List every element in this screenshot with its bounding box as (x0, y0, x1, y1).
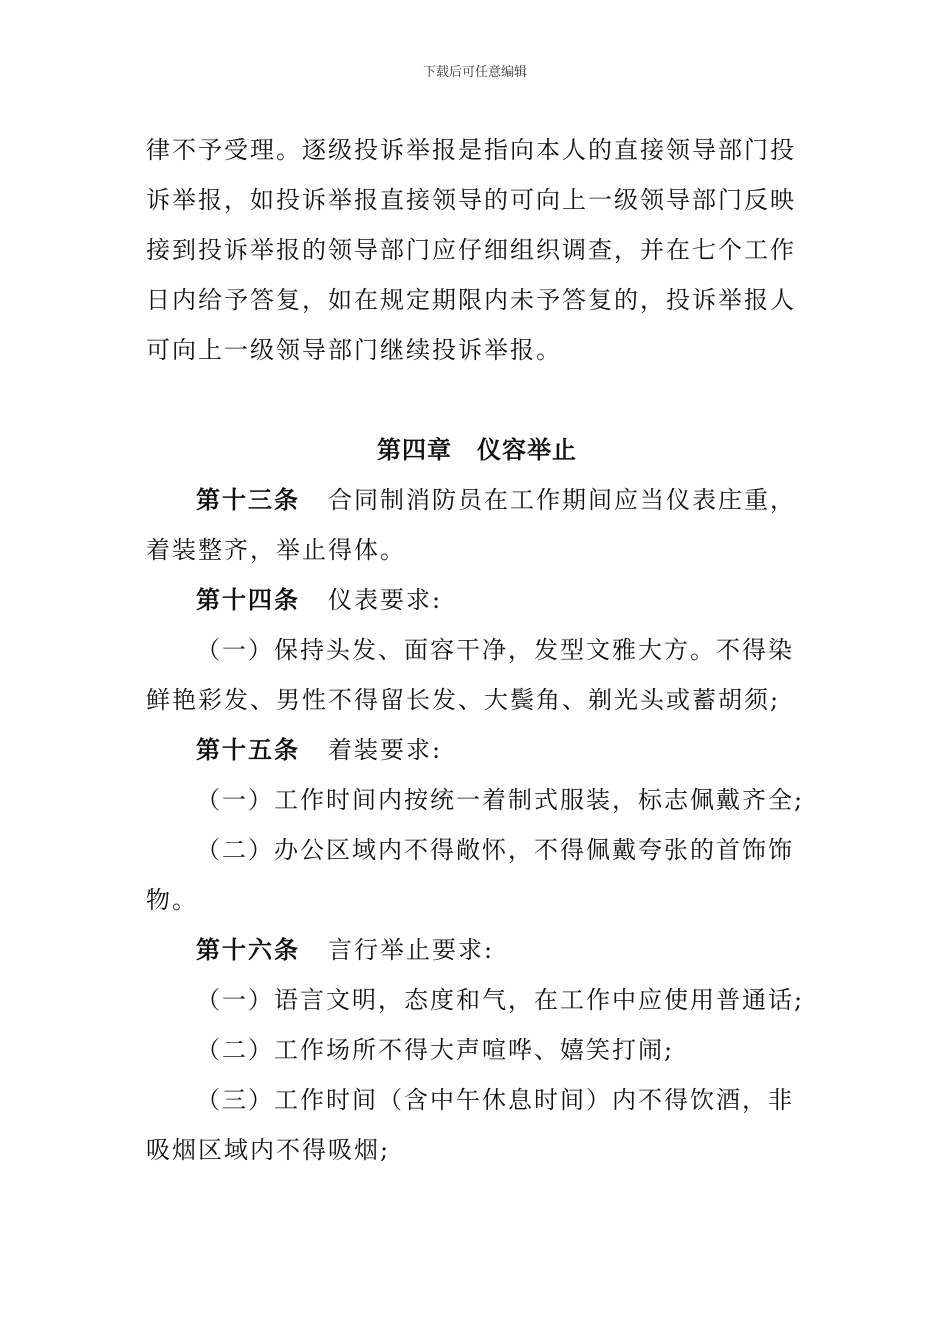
article-16 (146, 925, 808, 975)
article-14-label: 第十四条 (196, 585, 300, 614)
article-15-text: 着装要求: (328, 736, 443, 764)
article-14-text: 仪表要求: (328, 586, 443, 614)
article-15-label: 第十五条 (196, 735, 300, 764)
article-14 (146, 575, 808, 625)
page-header: 下载后可任意编辑 (422, 65, 527, 80)
article-16-item-1: （一）语言文明，态度和气，在工作中应使用普通话; (196, 986, 805, 1014)
article-16-label: 第十六条 (196, 935, 300, 964)
article-13-label: 第十三条 (196, 485, 300, 514)
article-16-item-2: （二）工作场所不得大声喧哗、嬉笑打闹; (196, 1036, 675, 1064)
article-16-item-3: （三）工作时间（含中午休息时间）内不得饮酒，非吸烟区域内不得吸烟; (146, 1086, 794, 1164)
article-13 (146, 475, 808, 575)
article-15-item-2: （二）办公区域内不得敞怀，不得佩戴夸张的首饰饰物。 (146, 836, 794, 914)
article-15 (146, 725, 808, 775)
article-16-text: 言行举止要求: (328, 936, 495, 964)
article-15-item-1: （一）工作时间内按统一着制式服装，标志佩戴齐全; (196, 786, 805, 814)
article-14-item-1: （一）保持头发、面容干净，发型文雅大方。不得染鲜艳彩发、男性不得留长发、大鬓角、剃光头或蓄胡须; (146, 636, 794, 714)
article-13-text: 合同制消防员在工作期间应当仪表庄重，着装整齐，举止得体。 (146, 486, 796, 564)
chapter-title: 第四章 仪容举止 (377, 435, 577, 464)
document-body (146, 125, 808, 1175)
paragraph-continuation: 律不予受理。逐级投诉举报是指向本人的直接领导部门投诉举报，如投诉举报直接领导的可向上一级领导部门反映接到投诉举报的领导部门应仔细组织调查，并在七个工作日内给予答复，如在规定期限内未予答复的，投诉举报人可向上一级领导部门继续投诉举报。 (146, 136, 796, 364)
